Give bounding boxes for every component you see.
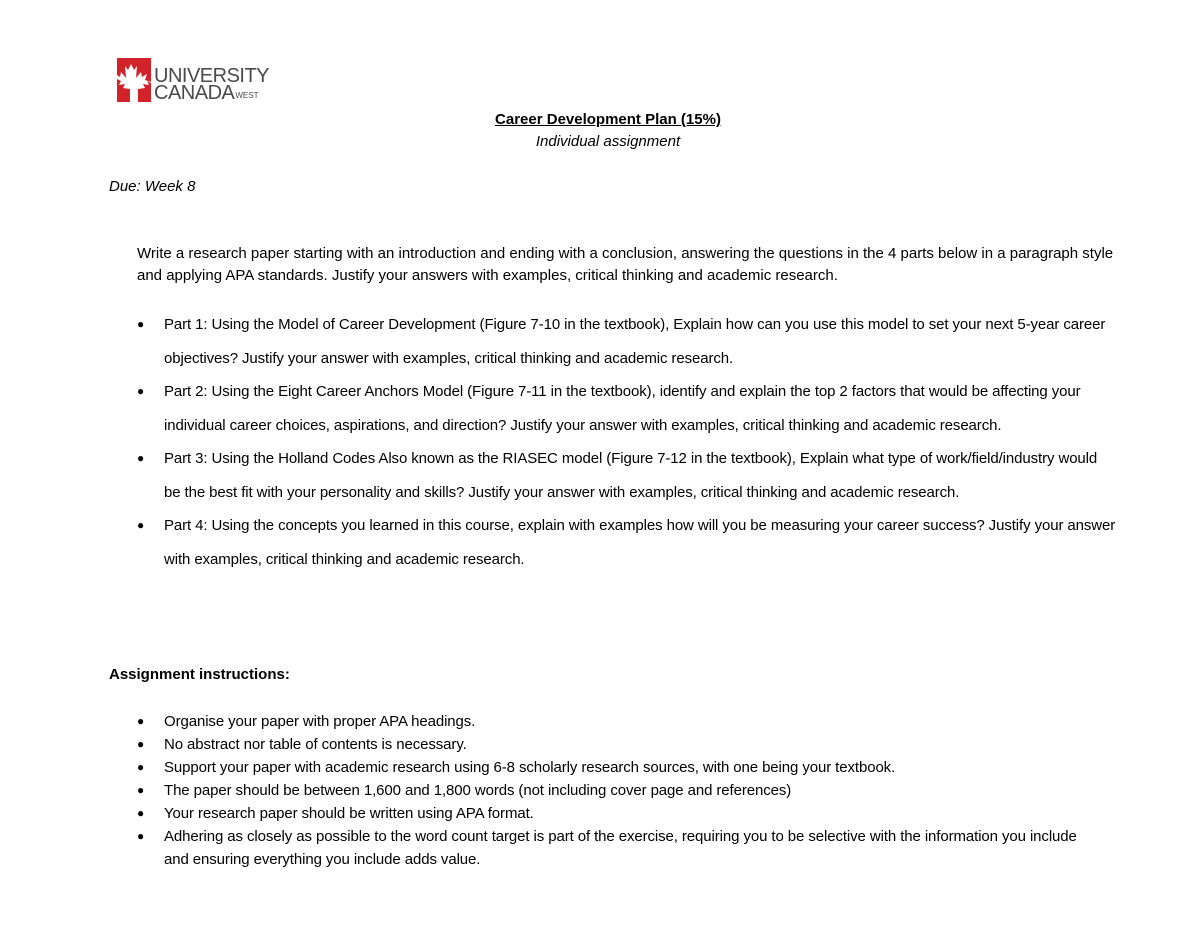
instruction-text: The paper should be between 1,600 and 1,800 words (not including cover page and references) <box>164 782 792 799</box>
instructions-heading: Assignment instructions: <box>109 666 290 683</box>
part-3-text: Part 3: Using the Holland Codes Also known as the RIASEC model (Figure 7-12 in the textbook), Explain what type of work/field/industry would be the best fit with your personality and skills? Justify your answer with examples, critical thinking and academic research. <box>164 450 1098 501</box>
maple-leaf-icon <box>117 58 153 102</box>
page-title: Career Development Plan (15%) <box>495 111 721 128</box>
part-1-text: Part 1: Using the Model of Career Development (Figure 7-10 in the textbook), Explain how can you use this model to set your next 5-year career objectives? Justify your answer with examples, critical thinking and academic research. <box>164 316 1106 367</box>
list-item <box>137 375 1117 442</box>
instruction-text: Support your paper with academic research using 6-8 scholarly research sources, with one being your textbook. <box>164 759 896 776</box>
list-item <box>137 308 1117 375</box>
instruction-text: Organise your paper with proper APA headings. <box>164 713 476 730</box>
bullet-icon: ● <box>137 518 145 532</box>
instruction-text: Adhering as closely as possible to the word count target is part of the exercise, requiring you to be selective with the information you include and ensuring everything you include adds value. <box>164 828 1077 868</box>
bullet-icon: ● <box>137 737 145 751</box>
list-item <box>137 509 1117 576</box>
parts-list <box>137 308 1117 576</box>
page-subtitle: Individual assignment <box>535 133 681 150</box>
bullet-icon: ● <box>137 451 145 465</box>
bullet-icon: ● <box>137 317 145 331</box>
part-2-text: Part 2: Using the Eight Career Anchors Model (Figure 7-11 in the textbook), identify and explain the top 2 factors that would be affecting your individual career choices, aspirations, and direction? Justify your answer with examples, critical thinking and academic research. <box>164 383 1081 434</box>
list-item <box>137 710 1097 733</box>
instruction-text: No abstract nor table of contents is necessary. <box>164 736 467 753</box>
due-date: Due: Week 8 <box>109 178 196 195</box>
instructions-list <box>137 710 1097 871</box>
list-item <box>137 756 1097 779</box>
logo-suffix-west: WEST <box>235 91 259 100</box>
bullet-icon: ● <box>137 760 145 774</box>
logo-line-university: UNIVERSITY <box>154 65 270 87</box>
bullet-icon: ● <box>137 384 145 398</box>
list-item <box>137 733 1097 756</box>
logo-wordmark <box>154 65 270 104</box>
instruction-text: Your research paper should be written using APA format. <box>164 805 534 822</box>
logo-line-canada: CANADA <box>154 82 235 104</box>
part-4-text: Part 4: Using the concepts you learned in this course, explain with examples how will you be measuring your career success? Justify your answer with examples, critical thinking and academic research. <box>164 517 1116 568</box>
list-item <box>137 825 1097 871</box>
bullet-icon: ● <box>137 806 145 820</box>
list-item <box>137 779 1097 802</box>
intro-paragraph: Write a research paper starting with an introduction and ending with a conclusion, answering the questions in the 4 parts below in a paragraph style and applying APA standards. Justify your answers with examples, critical thinking and academic research. <box>137 245 1114 284</box>
university-logo <box>117 58 277 104</box>
list-item <box>137 802 1097 825</box>
bullet-icon: ● <box>137 829 145 843</box>
list-item <box>137 442 1117 509</box>
bullet-icon: ● <box>137 714 145 728</box>
bullet-icon: ● <box>137 783 145 797</box>
